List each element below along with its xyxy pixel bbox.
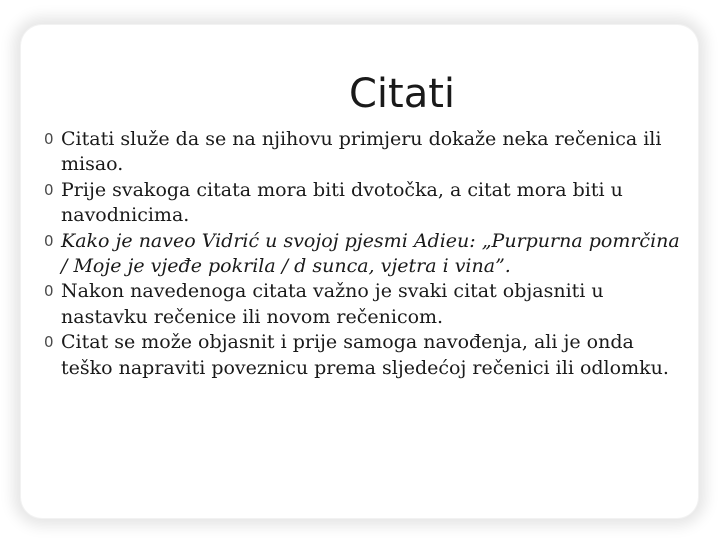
bullet-item <box>44 178 684 229</box>
bullet-text: Citati služe da se na njihovu primjeru dokaže neka rečenica ili misao. <box>61 128 662 176</box>
bullet-text: Prije svakoga citata mora biti dvotočka, a citat mora biti u navodnicima. <box>61 178 623 227</box>
bullet-marker: 0 <box>44 180 54 199</box>
slide-title: Citati <box>348 71 456 117</box>
bullet-text: Nakon navedenoga citata važno je svaki citat objasniti u nastavku rečenice ili novom rečenicom. <box>61 280 604 328</box>
bullet-item <box>44 279 684 330</box>
bullet-item <box>44 229 684 280</box>
bullet-marker: 0 <box>44 130 54 148</box>
bullet-item <box>44 330 684 381</box>
bullet-marker: 0 <box>44 282 54 301</box>
bullet-list <box>44 127 684 381</box>
bullet-text-quote: Kako je naveo Vidrić u svojoj pjesmi Adieu: „Purpurna pomrčina / Moje je vjeđe pokrila / d sunca, vjetra i vina”. <box>61 229 680 278</box>
bullet-text: Citat se može objasnit i prije samoga navođenja, ali je onda teško napraviti poveznicu prema sljedećoj rečenici ili odlomku. <box>61 331 669 379</box>
bullet-item <box>44 127 684 178</box>
bullet-marker: 0 <box>44 231 54 250</box>
bullet-marker: 0 <box>44 333 54 352</box>
